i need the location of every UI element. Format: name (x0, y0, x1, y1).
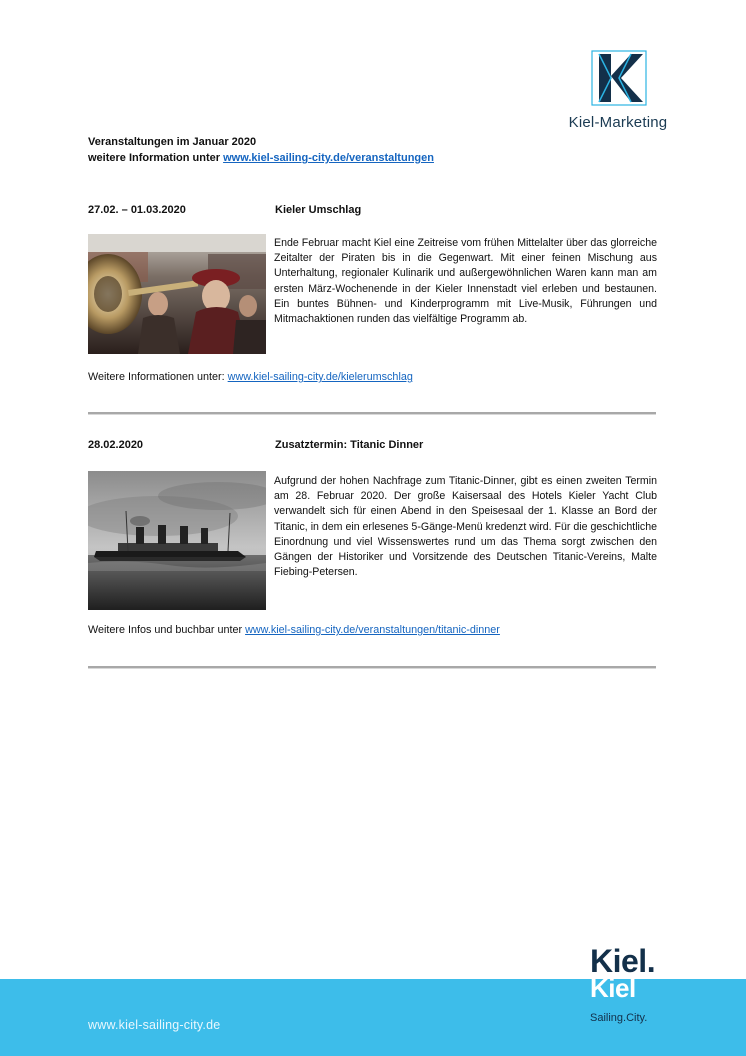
event-more-info (88, 371, 413, 383)
event-more-info (88, 624, 500, 636)
kiel-logo-word: Kiel. (590, 943, 656, 979)
kiel-sailing-city-logo (590, 944, 680, 1024)
titanic-dinner-link[interactable]: www.kiel-sailing-city.de/veranstaltungen/titanic-dinner (245, 624, 500, 636)
footer-url[interactable]: www.kiel-sailing-city.de (88, 1018, 221, 1032)
events-link[interactable]: www.kiel-sailing-city.de/veranstaltungen (223, 152, 434, 164)
intro-info-prefix: weitere Information unter (88, 152, 224, 164)
kielerumschlag-link[interactable]: www.kiel-sailing-city.de/kielerumschlag (227, 371, 413, 383)
kiel-marketing-logo-icon (591, 50, 647, 106)
intro-block (88, 134, 434, 166)
kiel-logo-mirror: Kiel (590, 973, 636, 1003)
street-festival-photo (88, 234, 266, 354)
kiel-tagline: Sailing.City. (590, 1012, 648, 1024)
more-info-prefix: Weitere Infos und buchbar unter (88, 624, 246, 636)
logo-text: Kiel-Marketing (568, 114, 668, 131)
titanic-ship-photo (88, 471, 266, 610)
event-title: Kieler Umschlag (275, 204, 362, 216)
event-description: Ende Februar macht Kiel eine Zeitreise vom frühen Mittelalter über das glorreiche Zeitalter der Piraten bis in die Gegenwart. Mit einer feinen Mischung aus Unterhaltung, regionaler Kulinarik und außergewöhnlichen Waren kann man am ersten März-Wochenende in der Kieler Innenstadt viel erleben und bestaunen. Ein buntes Bühnen- und Kinderprogramm mit Live-Musik, Führungen und Mitmachaktionen runden das vielfältige Programm ab. (274, 237, 657, 326)
more-info-prefix: Weitere Informationen unter: (88, 371, 228, 383)
intro-info-line (88, 150, 434, 166)
event-title: Zusatztermin: Titanic Dinner (275, 439, 424, 451)
event-description: Aufgrund der hohen Nachfrage zum Titanic-Dinner, gibt es einen zweiten Termin am 28. Februar 2020. Der große Kaisersaal des Hotels Kieler Yacht Club verwandelt sich für einen Abend in den Speisesaal der 1. Klasse an Bord der Titanic, in dem ein erlesenes 5-Gänge-Menü kredenzt wird. Für die geschichtliche Einordnung und viel Wissenswertes rund um das Thema sorgt zwischen den Gängen der Historiker und Vorsitzende des Deutschen Titanic-Vereins, Malte Fiebing-Petersen. (274, 475, 657, 579)
divider (88, 412, 656, 415)
event-date: 27.02. – 01.03.2020 (88, 204, 186, 216)
divider (88, 666, 656, 669)
intro-heading: Veranstaltungen im Januar 2020 (88, 136, 257, 148)
event-date: 28.02.2020 (88, 439, 144, 451)
